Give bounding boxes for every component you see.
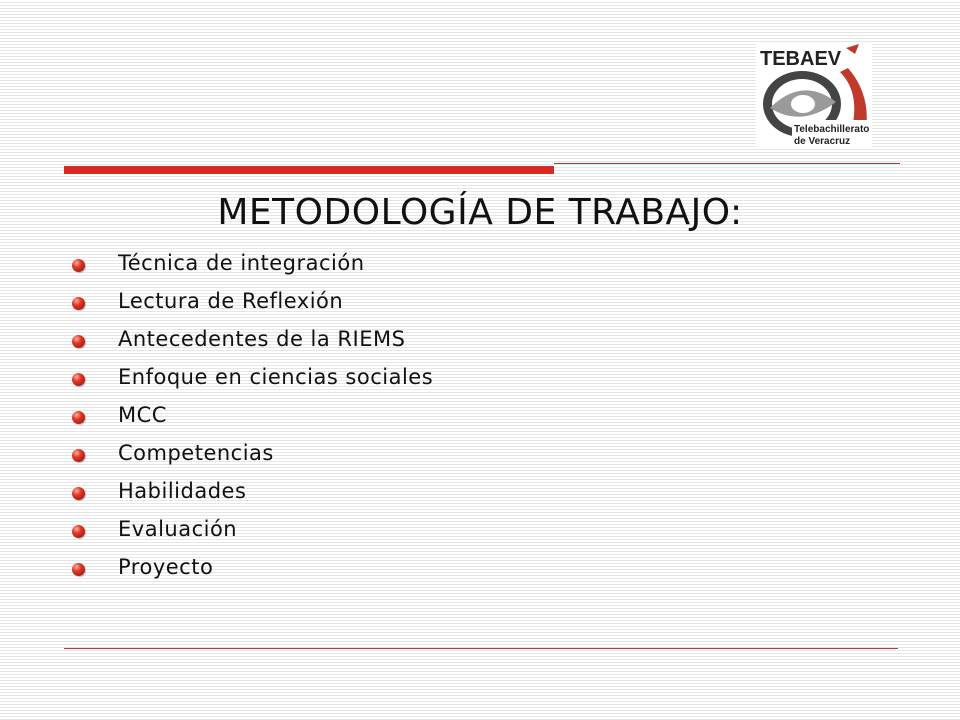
bullet-icon xyxy=(72,335,85,348)
list-item xyxy=(72,434,433,472)
svg-text:Telebachillerato: Telebachillerato xyxy=(794,124,870,135)
list-item-label: Proyecto xyxy=(118,555,214,579)
bullet-icon xyxy=(72,487,85,500)
svg-text:de Veracruz: de Veracruz xyxy=(794,136,851,147)
top-divider xyxy=(554,163,900,164)
list-item xyxy=(72,396,433,434)
bullet-icon xyxy=(72,525,85,538)
accent-bar xyxy=(64,166,554,174)
list-item xyxy=(72,282,433,320)
tebaev-logo xyxy=(756,42,872,148)
list-item-label: Competencias xyxy=(118,441,274,465)
bullet-list xyxy=(72,244,433,586)
list-item xyxy=(72,320,433,358)
list-item-label: Antecedentes de la RIEMS xyxy=(118,327,406,351)
bullet-icon xyxy=(72,297,85,310)
slide-title: METODOLOGÍA DE TRABAJO: xyxy=(217,192,743,233)
bullet-icon xyxy=(72,373,85,386)
list-item xyxy=(72,510,433,548)
list-item-label: Técnica de integración xyxy=(118,251,365,275)
list-item-label: MCC xyxy=(118,403,167,427)
bottom-divider xyxy=(64,648,898,649)
bullet-icon xyxy=(72,449,85,462)
list-item-label: Evaluación xyxy=(118,517,238,541)
list-item xyxy=(72,472,433,510)
list-item xyxy=(72,548,433,586)
bullet-icon xyxy=(72,259,85,272)
list-item xyxy=(72,244,433,282)
list-item-label: Habilidades xyxy=(118,479,247,503)
bullet-icon xyxy=(72,411,85,424)
bullet-icon xyxy=(72,563,85,576)
list-item-label: Lectura de Reflexión xyxy=(118,289,344,313)
list-item xyxy=(72,358,433,396)
svg-text:TEBAEV: TEBAEV xyxy=(760,48,842,70)
list-item-label: Enfoque en ciencias sociales xyxy=(118,365,434,389)
